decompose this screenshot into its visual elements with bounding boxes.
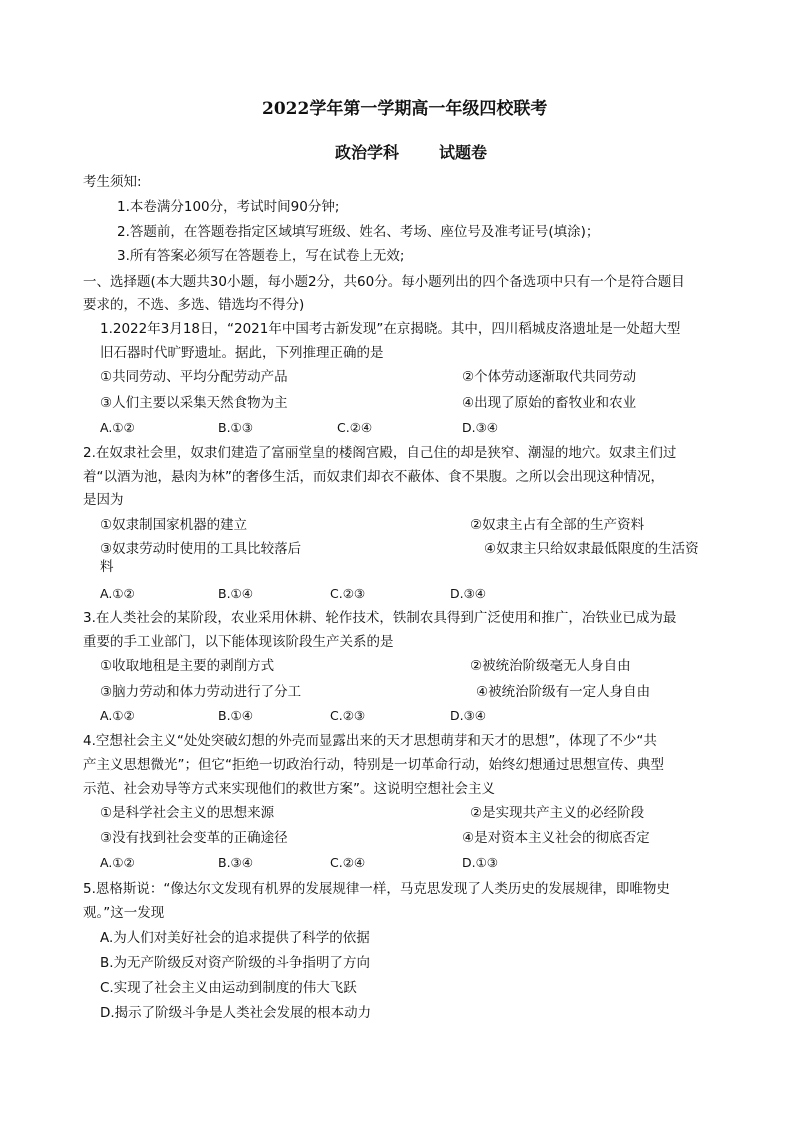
question-4-stem: 4.空想社会主义“处处突破幻想的外壳而显露出来的天才思想萌芽和天才的思想”，体现了不少“共 xyxy=(83,733,657,749)
question-3-option-c: C.②③ xyxy=(330,708,366,723)
question-2-stem-cont: 着“以酒为池，悬肉为林”的奢侈生活，而奴隶们却衣不蔽体、食不果腹。之所以会出现这种情况， xyxy=(83,469,664,485)
question-5-option-c: C.实现了社会主义由运动到制度的伟大飞跃 xyxy=(100,980,357,996)
question-4-option-b: B.③④ xyxy=(218,855,253,870)
question-3-statement: ③脑力劳动和体力劳动进行了分工 xyxy=(100,684,302,700)
question-3-stem-cont: 重要的手工业部门，以下能体现该阶段生产关系的是 xyxy=(83,634,394,650)
question-5-option-b: B.为无产阶级反对资产阶级的斗争指明了方向 xyxy=(100,955,371,971)
section-heading: 一、选择题(本大题共30小题，每小题2分，共60分。每小题列出的四个备选项中只有一个是符合题目 xyxy=(83,274,685,290)
notice-item: 3.所有答案必须写在答题卷上，写在试卷上无效; xyxy=(117,248,405,264)
question-4-stem-cont: 产主义思想微光”；但它“拒绝一切政治行动，特别是一切革命行动，始终幻想通过思想宣传、典型 xyxy=(83,757,664,773)
question-4-statement: ③没有找到社会变革的正确途径 xyxy=(100,830,288,846)
question-2-statement: ①奴隶制国家机器的建立 xyxy=(100,517,248,533)
question-3-option-a: A.①② xyxy=(100,708,135,723)
question-2-option-d: D.③④ xyxy=(450,586,487,601)
question-4-statement: ②是实现共产主义的必经阶段 xyxy=(470,805,645,821)
question-1-option-d: D.③④ xyxy=(462,420,499,435)
exam-subtitle xyxy=(335,143,487,163)
question-1-statement: ①共同劳动、平均分配劳动产品 xyxy=(100,369,288,385)
question-2-option-c: C.②③ xyxy=(330,586,366,601)
question-4-statement: ④是对资本主义社会的彻底否定 xyxy=(462,830,650,846)
question-3-statement: ①收取地租是主要的剥削方式 xyxy=(100,658,275,674)
question-2-stem: 2.在奴隶社会里，奴隶们建造了富丽堂皇的楼阁宫殿，自己住的却是狭窄、潮湿的地穴。奴隶主们过 xyxy=(83,445,677,461)
question-2-stem-cont: 是因为 xyxy=(83,492,124,508)
question-3-option-b: B.①④ xyxy=(218,708,253,723)
question-4-statement: ①是科学社会主义的思想来源 xyxy=(100,805,275,821)
question-1-stem-cont: 旧石器时代旷野遗址。据此，下列推理正确的是 xyxy=(100,345,384,361)
question-5-stem: 5.恩格斯说：“像达尔文发现有机界的发展规律一样，马克思发现了人类历史的发展规律，即唯物史 xyxy=(83,881,670,897)
question-1-option-a: A.①② xyxy=(100,420,135,435)
question-1-option-b: B.①③ xyxy=(218,420,253,435)
question-1-option-c: C.②④ xyxy=(337,420,373,435)
question-2-option-a: A.①② xyxy=(100,586,135,601)
question-1-statement: ②个体劳动逐渐取代共同劳动 xyxy=(462,369,637,385)
question-4-stem-cont: 示范、社会劝导等方式来实现他们的救世方案”。这说明空想社会主义 xyxy=(83,781,495,797)
question-2-statement-cont: 料 xyxy=(100,559,114,575)
question-5-stem-cont: 观。”这一发现 xyxy=(83,905,165,921)
question-2-statement: ③奴隶劳动时使用的工具比较落后 xyxy=(100,541,302,557)
question-3-statement: ④被统治阶级有一定人身自由 xyxy=(476,684,651,700)
question-1-statement: ④出现了原始的畜牧业和农业 xyxy=(462,395,637,411)
question-2-option-b: B.①④ xyxy=(218,586,253,601)
question-5-option-d: D.揭示了阶级斗争是人类社会发展的根本动力 xyxy=(100,1005,372,1021)
question-3-stem: 3.在人类社会的某阶段，农业采用休耕、轮作技术，铁制农具得到广泛使用和推广，冶铁业已成为最 xyxy=(83,610,677,626)
notice-heading: 考生须知: xyxy=(83,174,142,190)
notice-item: 2.答题前，在答题卷指定区域填写班级、姓名、考场、座位号及准考证号(填涂)； xyxy=(117,224,600,240)
question-4-option-c: C.②④ xyxy=(330,855,366,870)
section-heading-cont: 要求的，不选、多选、错选均不得分) xyxy=(83,297,305,313)
question-5-option-a: A.为人们对美好社会的追求提供了科学的依据 xyxy=(100,930,370,946)
question-4-option-d: D.①③ xyxy=(462,855,499,870)
question-4-option-a: A.①② xyxy=(100,855,135,870)
exam-title: 2022学年第一学期高一年级四校联考 xyxy=(262,99,548,119)
question-2-statement: ②奴隶主占有全部的生产资料 xyxy=(470,517,645,533)
question-3-option-d: D.③④ xyxy=(450,708,487,723)
question-1-statement: ③人们主要以采集天然食物为主 xyxy=(100,395,288,411)
notice-item: 1.本卷满分100分，考试时间90分钟; xyxy=(117,199,340,215)
question-1-stem: 1.2022年3月18日，“2021年中国考古新发现”在京揭晓。其中，四川稻城皮洛遗址是一处超大型 xyxy=(100,321,681,337)
question-2-statement: ④奴隶主只给奴隶最低限度的生活资 xyxy=(484,541,699,557)
question-3-statement: ②被统治阶级毫无人身自由 xyxy=(470,658,631,674)
paper-label: 试题卷 xyxy=(439,143,488,162)
subject-label: 政治学科 xyxy=(335,143,400,162)
